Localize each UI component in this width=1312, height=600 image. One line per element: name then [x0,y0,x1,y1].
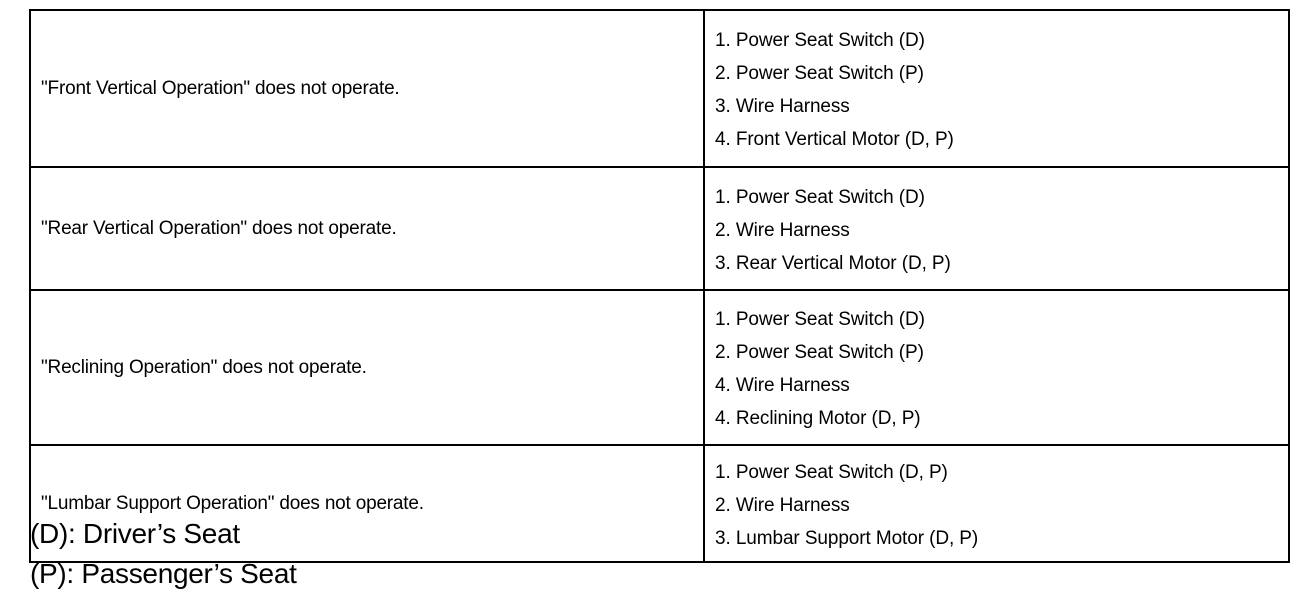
causes-cell [704,290,1289,445]
causes-cell [704,10,1289,167]
cause-item: 1. Power Seat Switch (D) [715,30,925,51]
table-row [30,167,1289,290]
cause-item: 4. Wire Harness [715,375,850,396]
causes-cell [704,445,1289,562]
cause-item: 1. Power Seat Switch (D) [715,186,925,208]
cause-item: 3. Rear Vertical Motor (D, P) [715,252,951,274]
cause-item: 4. Reclining Motor (D, P) [715,408,921,429]
cause-item: 3. Lumbar Support Motor (D, P) [715,527,979,549]
cause-item: 2. Power Seat Switch (P) [715,63,924,84]
symptom-cell: "Lumbar Support Operation" does not operate. [30,445,704,562]
cause-item: 2. Wire Harness [715,219,850,241]
symptom-cell: "Reclining Operation" does not operate. [30,290,704,445]
table-row [30,10,1289,167]
cause-item: 3. Wire Harness [715,96,850,117]
troubleshooting-table-container [29,9,1290,563]
causes-cell [704,167,1289,290]
troubleshooting-table [29,9,1290,563]
cause-item: 2. Power Seat Switch (P) [715,342,924,363]
table-row [30,290,1289,445]
cause-item: 4. Front Vertical Motor (D, P) [715,129,954,150]
cause-item: 2. Wire Harness [715,494,850,516]
legend-driver: (D): Driver’s Seat [30,518,240,549]
symptom-cell: "Rear Vertical Operation" does not operate. [30,167,704,290]
cause-item: 1. Power Seat Switch (D) [715,309,925,330]
legend-passenger: (P): Passenger’s Seat [30,558,297,589]
symptom-cell: "Front Vertical Operation" does not operate. [30,10,704,167]
cause-item: 1. Power Seat Switch (D, P) [715,461,948,483]
